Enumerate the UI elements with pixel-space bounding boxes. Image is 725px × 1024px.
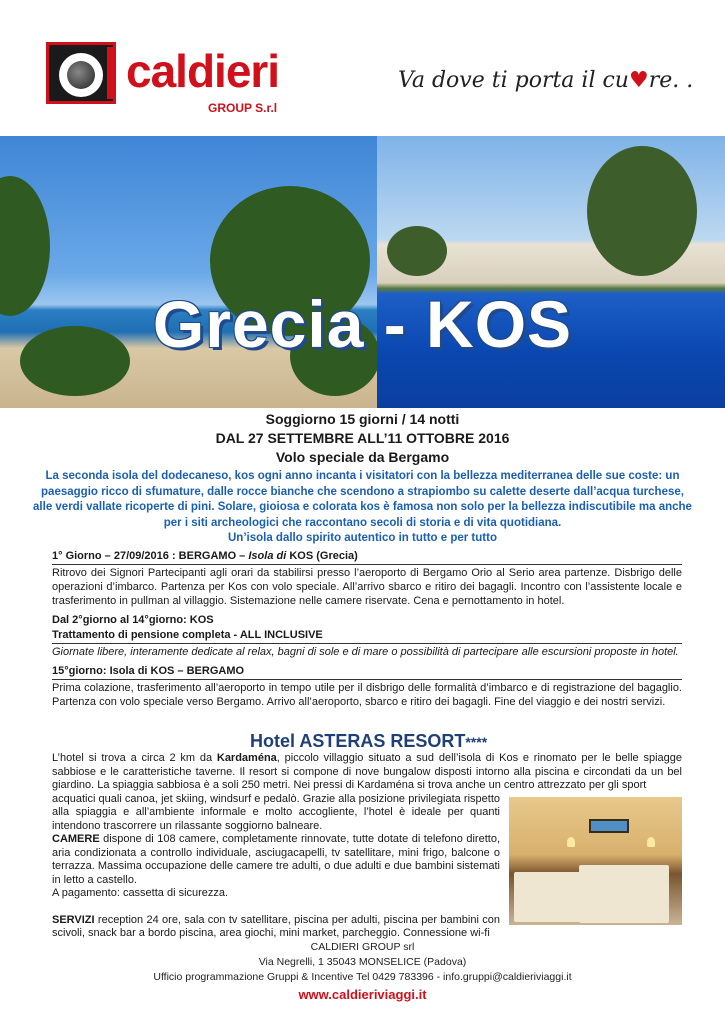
trip-intro <box>30 410 695 547</box>
brand-subtitle: GROUP S.r.l <box>208 101 278 115</box>
hero-title: Grecia - KOS <box>152 287 573 361</box>
caldieri-logo-icon <box>46 42 116 104</box>
footer-company: CALDIERI GROUP srl <box>310 941 415 953</box>
trip-tagline: Un’isola dallo spirito autentico in tutto e per tutto <box>228 532 497 544</box>
footer-address: Via Negrelli, 1 35043 MONSELICE (Padova) <box>258 956 467 968</box>
trip-flight: Volo speciale da Bergamo <box>275 449 450 465</box>
trip-description: La seconda isola del dodecaneso, kos ogni anno incanta i visitatori con la bellezza mediterranea delle sue coste: un paesaggio ricco di sfumature, dalle rocce bianche che scendono a strapiombo su calette deserte dall’acqua turchese, alle verdi vallate ricoperte di pini. Solare, gioiosa e colorata kos è famosa non solo per la bellezza indiscutibile ma anche per i siti archeologici che raccontano secoli di storia e di vita quotidiana. <box>33 470 692 529</box>
itinerary-day15 <box>52 664 682 709</box>
page-header <box>0 0 725 135</box>
footer-website-link[interactable]: www.caldieriviaggi.it <box>298 987 427 1002</box>
hotel-stars: **** <box>465 734 488 750</box>
footer-office: Ufficio programmazione Gruppi & Incentive Tel 0429 783396 - info.gruppi@caldieriviaggi.it <box>153 971 572 983</box>
brand-name: caldieri <box>126 45 280 97</box>
day1-text: Ritrovo dei Signori Partecipanti agli orari da stabilirsi presso l’aeroporto di Bergamo Orio al Serio area partenze. Disbrigo delle operazioni d’imbarco. Partenza per Kos con volo speciale. All’arrivo sbarco e ritiro dei bagagli. Incontro con l’assistente locale e trasferimento in pullman al villaggio. Sistemazione nelle camere riservate. Cena e pernottamento in hotel. <box>52 567 682 607</box>
hotel-payment: A pagamento: cassetta di sicurezza. <box>52 887 229 899</box>
day1-heading: 1° Giorno – 27/09/2016 : BERGAMO – Isola di KOS (Grecia) <box>52 549 682 565</box>
hotel-location-text: acquatici quali canoa, jet skiing, windsurf e pedalò. Grazie alla posizione privilegiata rispetto alla spiaggia e all’ambiente informale e molto accogliente, l’hotel è ideale per quanti intendono trascorrere un rilassante soggiorno balneare. <box>52 792 500 832</box>
hotel-room-photo <box>509 797 682 925</box>
itinerary-days2-14 <box>52 613 682 659</box>
hotel-intro: L’hotel si trova a circa 2 km da Kardaména, piccolo villaggio situato a sud dell’isola di Kos e rinomato per le belle spiagge sabbiose e le caratteristiche taverne. Il resort si compone di nove bungalow disposti intorno alla piscina e circondati da un bel giardino. La spiaggia sabbiosa è a soli 250 metri. Nei pressi di Kardaména si trova anche un centro attrezzato per gli sport <box>52 752 682 791</box>
page-footer <box>0 940 725 1002</box>
days2-14-text: Giornate libere, interamente dedicate al relax, bagni di sole e di mare o possibilità di partecipare alle escursioni proposte in hotel. <box>52 646 679 658</box>
hotel-title: Hotel ASTERAS RESORT**** <box>250 731 488 751</box>
days2-14-label: Dal 2°giorno al 14°giorno: KOS <box>52 614 214 626</box>
beach-photo <box>0 136 377 408</box>
hero-banner <box>0 136 725 408</box>
hotel-services: SERVIZI reception 24 ore, sala con tv satellitare, piscina per adulti, piscina per bambini con scivoli, snack bar a bordo piscina, area giochi, mini market, parcheggio. Connessione wi-fi <box>52 913 500 939</box>
heart-icon: ♥ <box>628 68 649 93</box>
days2-14-heading: Trattamento di pensione completa - ALL INCLUSIVE <box>52 628 682 644</box>
pool-photo <box>377 136 725 408</box>
day15-heading: 15°giorno: Isola di KOS – BERGAMO <box>52 664 682 680</box>
hotel-rooms: CAMERE dispone di 108 camere, completamente rinnovate, tutte dotate di telefono diretto, aria condizionata a controllo individuale, asciugacapelli, tv satellitare, mini frigo, balcone o terrazza. Massima occupazione delle camere tre adulti, o due adulti e due bambini sistemati in letto a castello. <box>52 833 500 886</box>
trip-dates: DAL 27 SETTEMBRE ALL’11 OTTOBRE 2016 <box>215 430 510 446</box>
day15-text: Prima colazione, trasferimento all’aeroporto in tempo utile per il disbrigo delle formalità d’imbarco e di registrazione del bagaglio. Partenza con volo speciale verso Bergamo. Arrivo all’aeroporto, sbarco e ritiro dei bagagli. Fine del viaggio e dei nostri servizi. <box>52 682 682 708</box>
slogan: Va dove ti porta il cu♥re. . <box>398 68 694 93</box>
trip-duration: Soggiorno 15 giorni / 14 notti <box>265 411 460 427</box>
itinerary-day1 <box>52 549 682 608</box>
